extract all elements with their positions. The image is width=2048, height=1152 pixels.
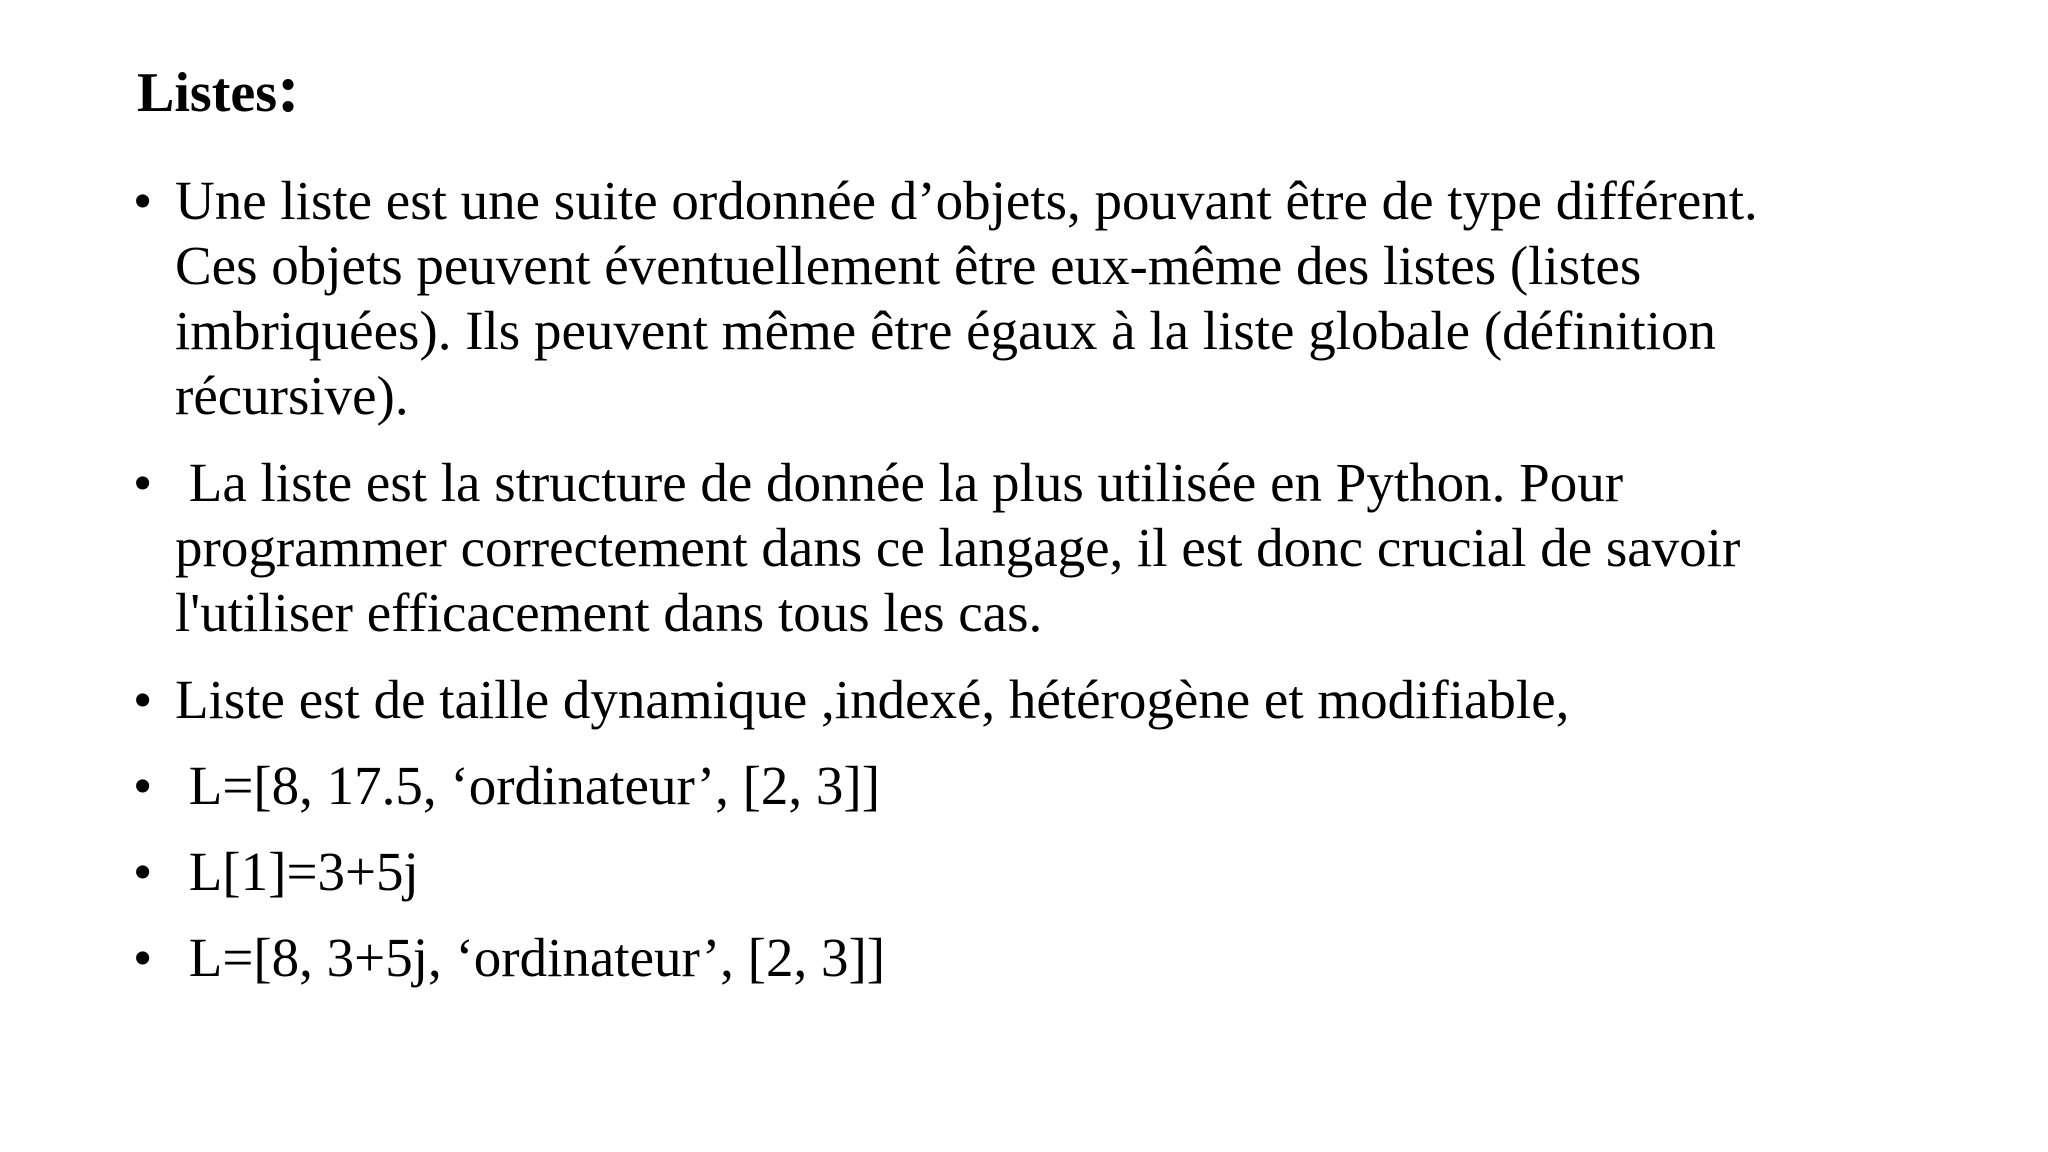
bullet-line: Ces objets peuvent éventuellement être eux-même des listes (listes: [175, 235, 1642, 296]
bullet-item-code-list-assignment: [133, 753, 1933, 818]
bullet-list: [133, 168, 1933, 990]
bullet-icon: •: [133, 170, 153, 231]
bullet-line: L=[8, 3+5j, ‘ordinateur’, [2, 3]]: [175, 927, 886, 988]
bullet-icon: •: [133, 669, 153, 730]
bullet-line: récursive).: [175, 365, 409, 426]
bullet-line: La liste est la structure de donnée la plus utilisée en Python. Pour: [175, 452, 1624, 513]
bullet-item-code-result: [133, 925, 1933, 990]
slide-title-colon: :: [277, 50, 300, 126]
bullet-item-list-properties: [133, 667, 1933, 732]
bullet-line: L=[8, 17.5, ‘ordinateur’, [2, 3]]: [175, 755, 881, 816]
slide-title-text: Listes: [137, 62, 277, 124]
bullet-item-list-definition: [133, 168, 1933, 428]
slide-title: [137, 50, 300, 127]
bullet-line: l'utiliser efficacement dans tous les cas.: [175, 582, 1043, 643]
bullet-icon: •: [133, 755, 153, 816]
bullet-line: programmer correctement dans ce langage, il est donc crucial de savoir: [175, 517, 1741, 578]
bullet-line: L[1]=3+5j: [175, 841, 419, 902]
bullet-icon: •: [133, 452, 153, 513]
bullet-item-python-structure: [133, 450, 1933, 645]
bullet-icon: •: [133, 841, 153, 902]
bullet-line: Liste est de taille dynamique ,indexé, hétérogène et modifiable,: [175, 669, 1570, 730]
bullet-line: Une liste est une suite ordonnée d’objets, pouvant être de type différent.: [175, 170, 1758, 231]
bullet-icon: •: [133, 927, 153, 988]
bullet-item-code-index-assignment: [133, 839, 1933, 904]
bullet-line: imbriquées). Ils peuvent même être égaux à la liste globale (définition: [175, 300, 1716, 361]
